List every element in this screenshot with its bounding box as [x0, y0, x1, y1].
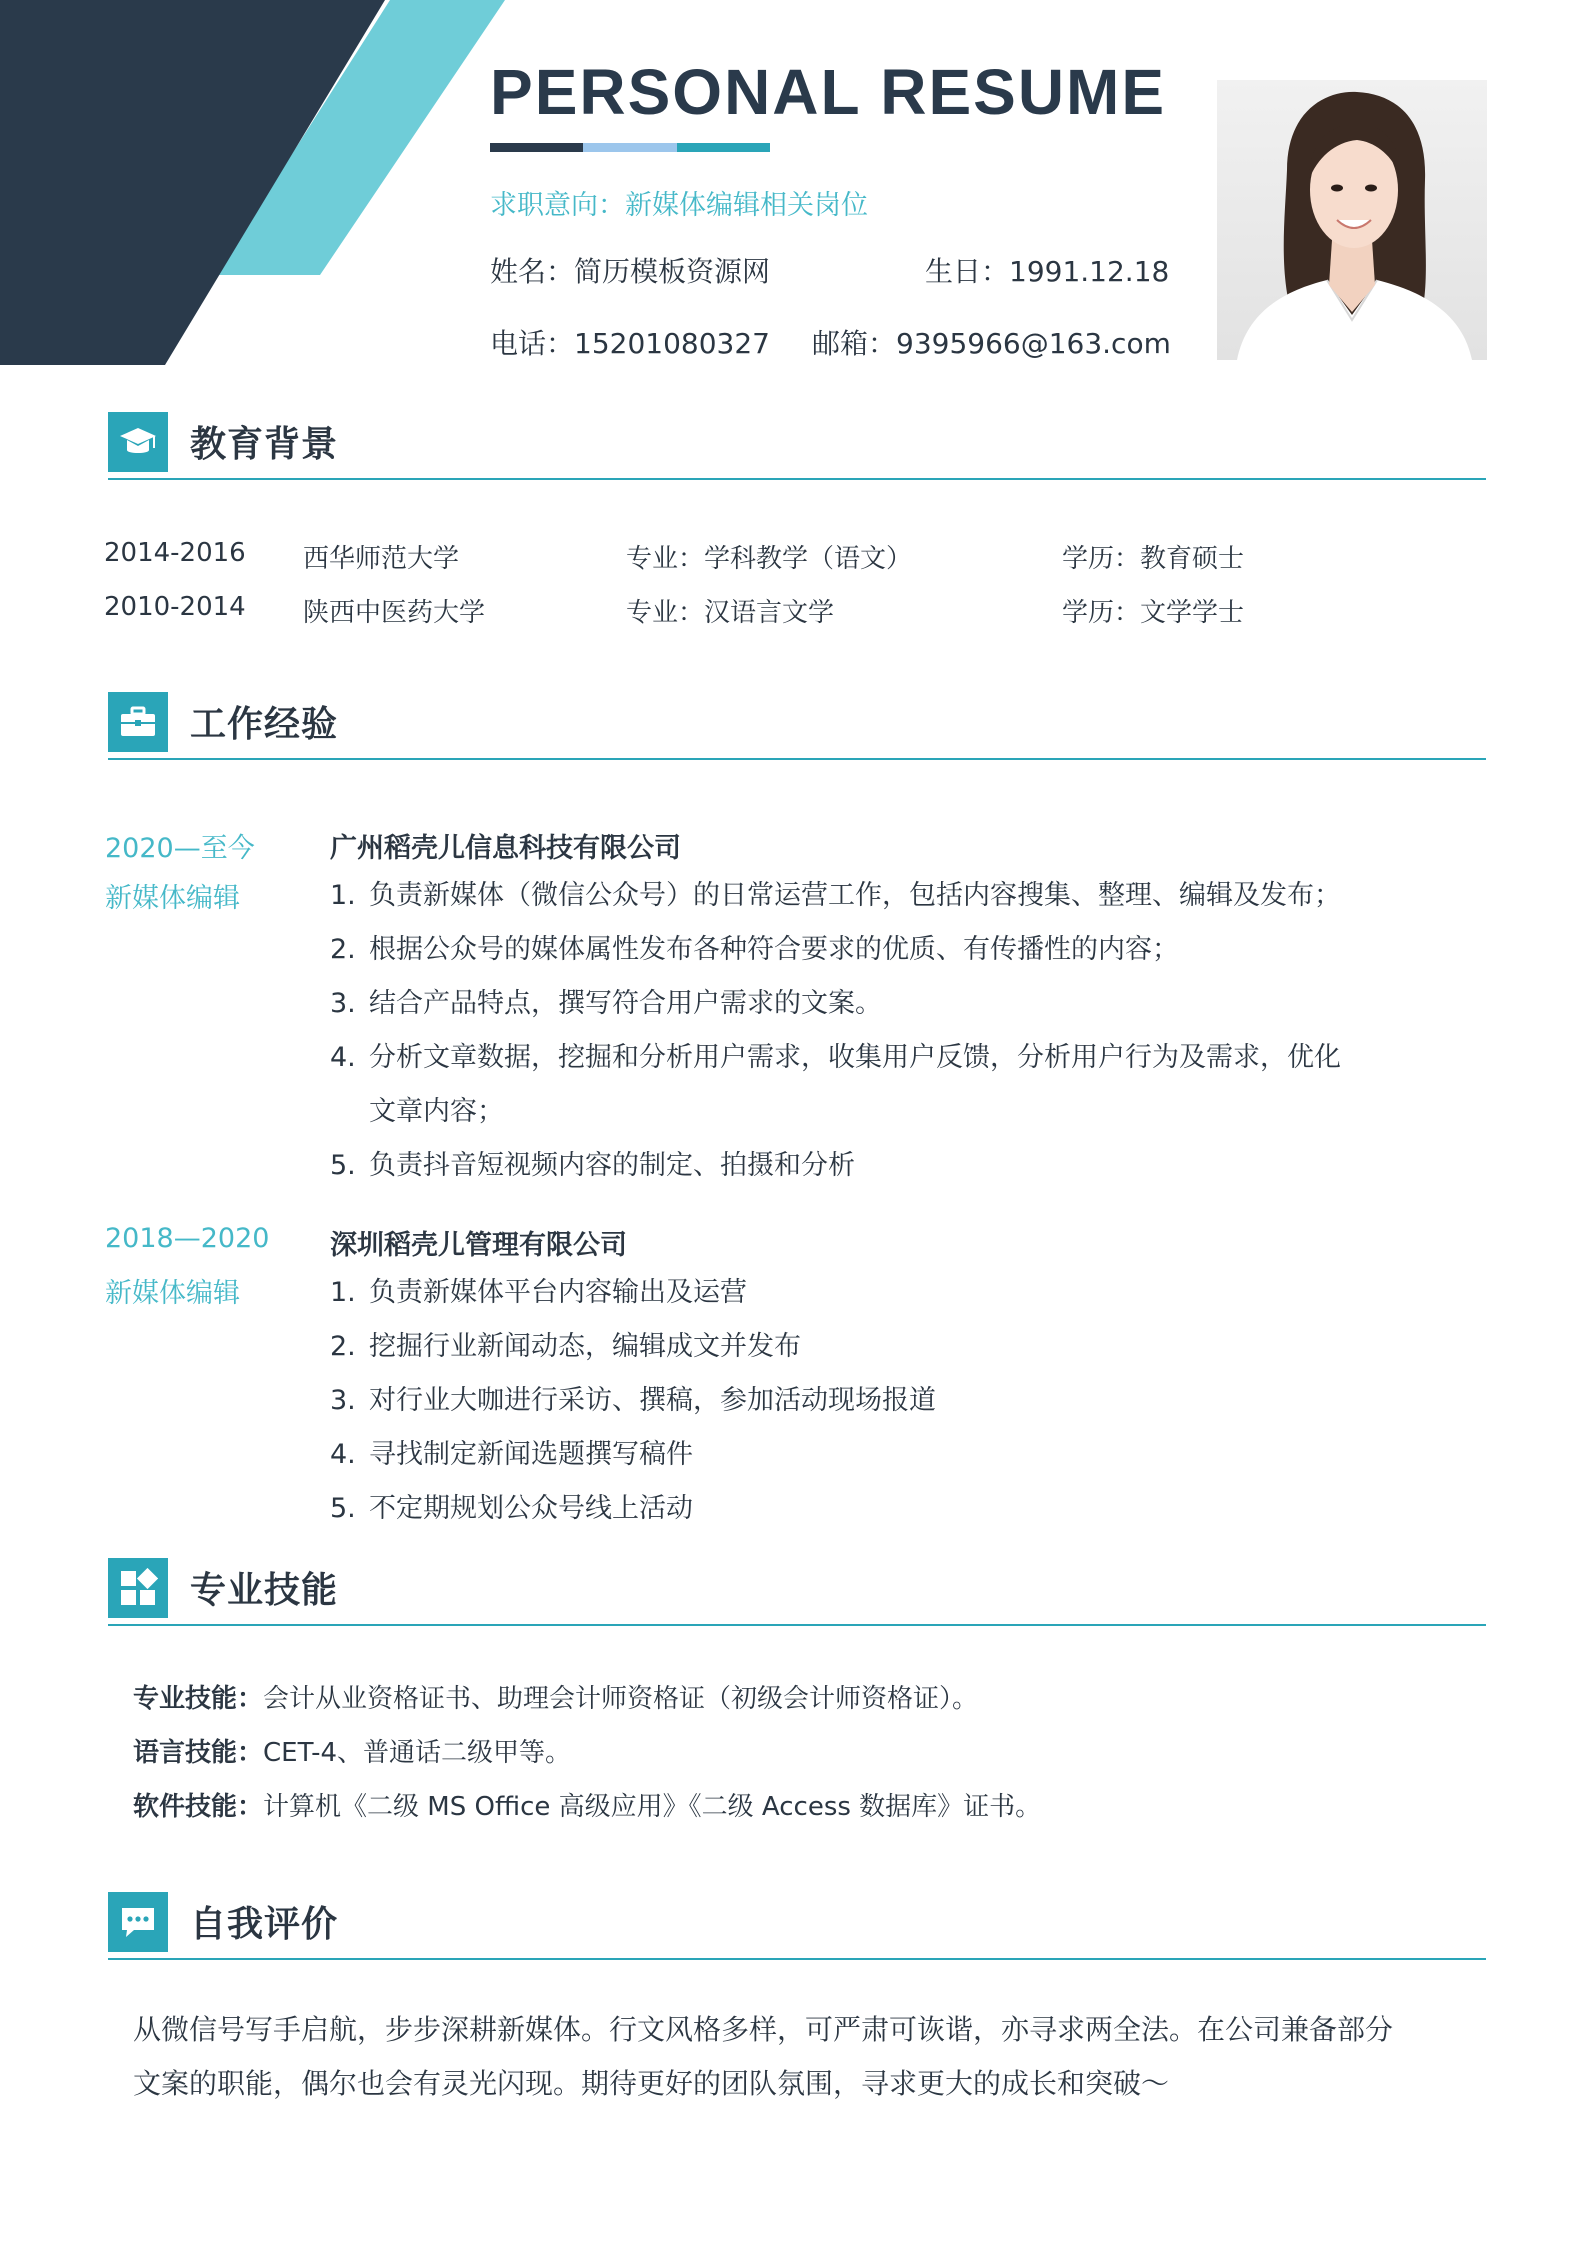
briefcase-icon — [108, 692, 168, 752]
duty-number: 5. — [330, 1150, 356, 1181]
job-company: 深圳稻壳儿管理有限公司 — [330, 1230, 627, 1261]
edu-degree: 学历：教育硕士 — [1062, 544, 1245, 574]
job-duty — [330, 1031, 1360, 1139]
duty-number: 5. — [330, 1493, 356, 1524]
duty-number: 1. — [330, 880, 356, 911]
grid-icon — [108, 1558, 168, 1618]
duty-text: 分析文章数据，挖掘和分析用户需求，收集用户反馈，分析用户行为及需求，优化文章内容； — [369, 1042, 1341, 1127]
profile-photo — [1217, 80, 1487, 360]
birthday-field: 生日：1991.12.18 — [925, 255, 1170, 288]
phone-field: 电话：15201080327 — [490, 327, 770, 360]
duty-number: 3. — [330, 988, 356, 1019]
skill-item — [133, 1732, 571, 1769]
duty-number: 3. — [330, 1385, 356, 1416]
section-title: 自我评价 — [190, 1904, 339, 1945]
duty-text: 寻找制定新闻选题撰写稿件 — [369, 1439, 693, 1470]
skill-label: 语言技能： — [133, 1738, 264, 1768]
job-company: 广州稻壳儿信息科技有限公司 — [330, 833, 681, 864]
job-duty — [330, 1428, 1410, 1482]
duty-text: 负责新媒体平台内容输出及运营 — [369, 1277, 747, 1308]
edu-school: 西华师范大学 — [303, 544, 460, 574]
header-decoration — [0, 0, 520, 380]
duty-text: 负责抖音短视频内容的制定、拍摄和分析 — [369, 1150, 855, 1181]
section-title: 专业技能 — [190, 1570, 339, 1611]
edu-period: 2010-2014 — [104, 592, 246, 622]
section-title: 教育背景 — [190, 424, 339, 465]
duty-number: 4. — [330, 1042, 356, 1073]
skill-text: 计算机《二级 MS Office 高级应用》《二级 Access 数据库》证书。 — [263, 1792, 1042, 1822]
job-duty — [330, 977, 1410, 1031]
job-duty — [330, 1266, 1410, 1320]
section-divider — [108, 1624, 1486, 1626]
edu-major: 专业：汉语言文学 — [626, 598, 835, 628]
section-work — [108, 692, 1486, 762]
section-title: 工作经验 — [190, 704, 339, 745]
job-role: 新媒体编辑 — [105, 1278, 240, 1309]
section-self-evaluation — [108, 1892, 1486, 1962]
email-field: 邮箱：9395966@163.com — [812, 327, 1171, 360]
section-divider — [108, 478, 1486, 480]
self-evaluation-text: 从微信号写手启航，步步深耕新媒体。行文风格多样，可严肃可诙谐，亦寻求两全法。在公司兼备部分文案的职能，偶尔也会有灵光闪现。期待更好的团队氛围，寻求更大的成长和突破～ — [133, 2013, 1394, 2100]
duty-text: 对行业大咖进行采访、撰稿，参加活动现场报道 — [369, 1385, 936, 1416]
resume-title: PERSONAL RESUME — [490, 56, 1167, 128]
edu-school: 陕西中医药大学 — [303, 598, 486, 628]
skill-text: 会计从业资格证书、助理会计师资格证（初级会计师资格证）。 — [263, 1684, 979, 1714]
job-duty — [330, 869, 1410, 923]
edu-period: 2014-2016 — [104, 538, 246, 568]
skill-item — [133, 1786, 1041, 1823]
job-role: 新媒体编辑 — [105, 883, 240, 914]
edu-major: 专业：学科教学（语文） — [626, 544, 913, 574]
section-divider — [108, 758, 1486, 760]
job-period: 2018—2020 — [105, 1223, 270, 1254]
duty-text: 负责新媒体（微信公众号）的日常运营工作，包括内容搜集、整理、编辑及发布； — [369, 880, 1341, 911]
duty-number: 2. — [330, 934, 356, 965]
duty-text: 结合产品特点，撰写符合用户需求的文案。 — [369, 988, 882, 1019]
job-period: 2020—至今 — [105, 833, 255, 864]
duty-number: 1. — [330, 1277, 356, 1308]
title-underline — [490, 143, 770, 152]
job-duty — [330, 1139, 1410, 1193]
duty-number: 2. — [330, 1331, 356, 1362]
duty-text: 挖掘行业新闻动态，编辑成文并发布 — [369, 1331, 801, 1362]
duty-text: 根据公众号的媒体属性发布各种符合要求的优质、有传播性的内容； — [369, 934, 1179, 965]
job-intent: 求职意向：新媒体编辑相关岗位 — [490, 190, 868, 221]
section-divider — [108, 1958, 1486, 1960]
job-duty — [330, 1374, 1410, 1428]
job-duty — [330, 923, 1410, 977]
skill-text: CET-4、普通话二级甲等。 — [263, 1738, 572, 1768]
job-duty — [330, 1482, 1410, 1536]
graduation-cap-icon — [108, 412, 168, 472]
section-skills — [108, 1558, 1486, 1628]
chat-bubble-icon — [108, 1892, 168, 1952]
duty-text: 不定期规划公众号线上活动 — [369, 1493, 693, 1524]
skill-label: 软件技能： — [133, 1792, 264, 1822]
skill-label: 专业技能： — [133, 1684, 264, 1714]
skill-item — [133, 1678, 978, 1715]
education-row — [104, 592, 1404, 632]
education-row — [104, 538, 1404, 578]
section-education — [108, 412, 1486, 482]
edu-degree: 学历：文学学士 — [1062, 598, 1245, 628]
job-duty — [330, 1320, 1410, 1374]
name-field: 姓名：简历模板资源网 — [490, 255, 771, 288]
duty-number: 4. — [330, 1439, 356, 1470]
